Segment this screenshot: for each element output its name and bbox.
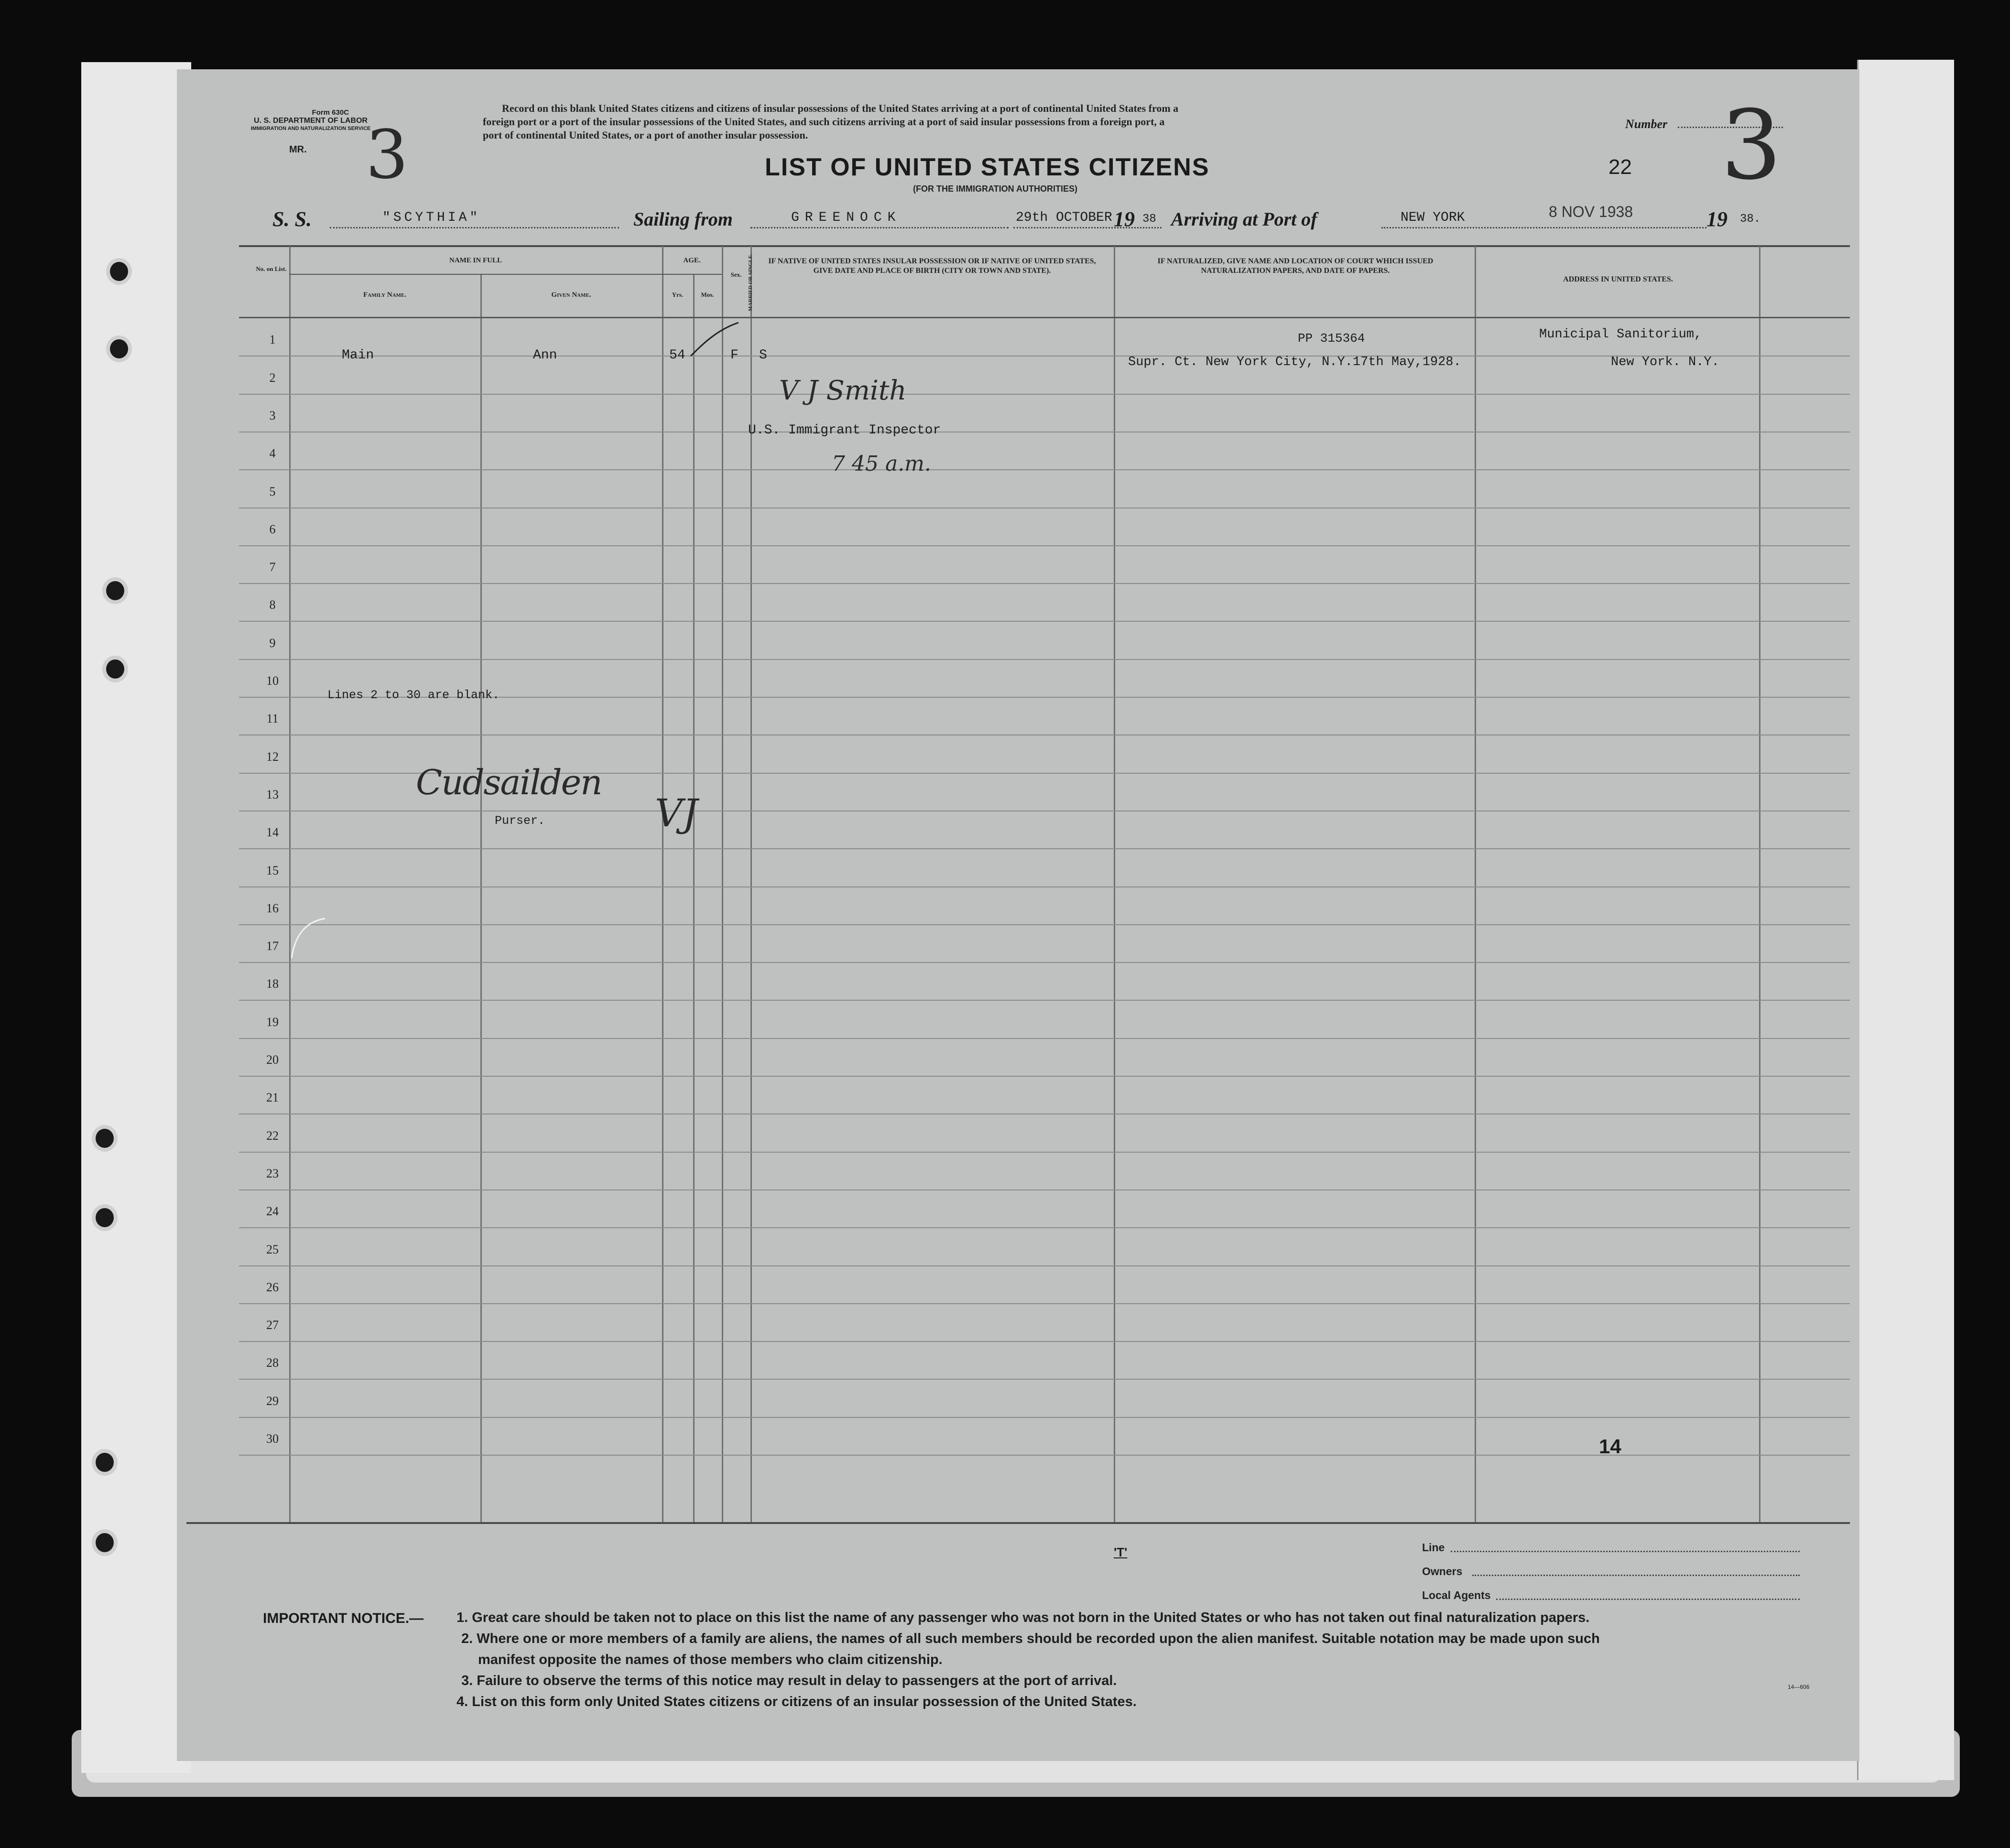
document-subtitle: (FOR THE IMMIGRATION AUTHORITIES) [913,184,1077,194]
row-number: 23 [266,1166,279,1180]
col-line [1114,246,1115,1522]
table-row-rule [239,1038,1850,1039]
col-line [1759,246,1760,1522]
row-number: 1 [269,333,276,347]
binding-hole [96,1129,114,1148]
entry-address-line-1: Municipal Sanitorium, [1539,327,1702,342]
entry-sex: F [730,348,739,363]
inspector-title: U.S. Immigrant Inspector [748,423,941,438]
row-number: 9 [269,636,276,650]
pencil-tick [287,913,330,961]
entry-given-name: Ann [533,348,557,363]
table-row-rule [239,583,1850,584]
entry-naturalization-court: Supr. Ct. New York City, N.Y.17th May,1928. [1128,355,1461,369]
binding-hole [110,262,128,281]
manifest-page [177,69,1859,1761]
ss-label: S. S. [272,207,312,231]
left-binding-strip [81,62,191,1773]
col-header-sex: Sex. [730,271,742,278]
service: IMMIGRATION AND NATURALIZATION SERVICE [250,126,371,131]
mr-handwritten-value: 3 [366,116,409,194]
time-note: 7 45 a.m. [832,452,931,476]
row-number: 8 [269,598,276,612]
row-number: 6 [269,522,276,536]
table-row-rule [239,621,1850,622]
sailing-from-label: Sailing from [633,208,733,230]
number-handwritten-value: 3 [1721,90,1782,201]
initials-mark: VJ [655,791,698,835]
sailing-dotline [750,227,1009,228]
col-line [722,246,723,1522]
col-header-name-in-full: NAME IN FULL [449,257,502,264]
right-paper-edge [1857,60,1954,1780]
row-number: 17 [266,939,279,953]
binding-hole [106,581,124,600]
table-row-rule [239,469,1850,470]
arrival-port: NEW YORK [1401,210,1465,225]
local-agents-dotline [1496,1599,1800,1600]
check-mark [688,320,741,358]
row-number: 10 [266,674,279,688]
line-dotline [1451,1551,1800,1552]
col-header-address: ADDRESS IN UNITED STATES. [1563,275,1673,283]
row-number: 27 [266,1318,279,1332]
table-row-rule [239,394,1850,395]
mr-label: MR. [289,144,307,155]
form-code: 14—606 [1788,1684,1810,1690]
table-row-rule [239,1227,1850,1228]
col-header-native: IF NATIVE OF UNITED STATES INSULAR POSSESSION OR IF NATIVE OF UNITED STATES, GIVE DATE AND PLACE OF BIRTH (CITY OR TOWN AND STATE). [768,257,1096,275]
table-row-rule [239,1000,1850,1001]
blank-lines-note: Lines 2 to 30 are blank. [327,688,500,702]
table-row-rule [239,1189,1850,1190]
table-row-rule [239,1076,1850,1077]
col-header-yrs: Yrs. [672,291,684,298]
col-line [289,246,291,1522]
sailing-date: 29th OCTOBER [1016,210,1112,225]
table-row-rule [239,1341,1850,1342]
binding-hole [110,339,128,358]
table-row-rule [239,1152,1850,1153]
arrival-year-suffix: 38. [1740,213,1761,226]
table-row-rule [239,1265,1850,1266]
binding-hole [96,1533,114,1552]
row-number: 4 [269,446,276,461]
bottom-mark: 14 [1599,1435,1621,1458]
table-row-rule [239,1303,1850,1304]
table-row-rule [239,886,1850,887]
ship-dotline [330,227,619,228]
table-row-rule [239,1379,1850,1380]
col-line [662,246,663,1522]
sailing-year-suffix: 38 [1142,213,1156,226]
row-number: 24 [266,1204,279,1219]
sailing-port: GREENOCK [791,210,902,225]
record-instructions [483,102,1726,142]
department: U. S. DEPARTMENT OF LABOR [254,117,368,125]
record-note-line-3: port of continental United States, or a port of another insular possession. [483,129,808,141]
row-number: 26 [266,1280,279,1294]
ship-name: "SCYTHIA" [382,210,481,225]
form-id-block [239,108,382,133]
entry-address-line-2: New York. N.Y. [1611,355,1719,369]
local-agents-label: Local Agents [1422,1589,1491,1601]
table-row-rule [239,848,1850,849]
row-number: 29 [266,1394,279,1408]
page-number: 22 [1608,155,1632,179]
row-number: 7 [269,560,276,574]
purser-signature: Cudsailden [416,762,602,802]
center-mark: 'T' [1114,1545,1128,1559]
owners-label: Owners [1422,1565,1463,1578]
notice-item-2b: manifest opposite the names of those members who claim citizenship. [478,1652,943,1667]
col-line [693,275,695,1522]
table-row-rule [239,1113,1850,1114]
header-bottom-rule [239,317,1850,318]
row-number: 2 [269,370,276,385]
binding-hole [96,1208,114,1227]
arrival-stamp: 8 NOV 1938 [1549,203,1633,220]
row-number: 22 [266,1128,279,1143]
binding-hole [106,659,124,679]
arrival-dotline [1381,227,1706,228]
table-row-rule [239,545,1850,546]
table-row-rule [239,659,1850,660]
row-number: 19 [266,1015,279,1029]
document-title: LIST OF UNITED STATES CITIZENS [765,153,1210,181]
row-number: 15 [266,863,279,877]
col-header-family-name: Family Name. [363,291,407,299]
col-line [480,275,482,1522]
arrival-year-prefix: 19 [1706,207,1728,231]
row-number: 25 [266,1242,279,1256]
row-number: 3 [269,408,276,422]
table-top-rule [239,245,1850,247]
notice-item-3: 3. Failure to observe the terms of this notice may result in delay to passengers at the port of arrival. [461,1673,1117,1688]
row-number: 11 [266,712,279,726]
table-row-rule [239,1417,1850,1418]
col-header-naturalized: IF NATURALIZED, GIVE NAME AND LOCATION OF COURT WHICH ISSUED NATURALIZATION PAPERS, AND DATE OF PAPERS. [1157,257,1434,275]
table-row-rule [239,962,1850,963]
row-number: 14 [266,825,279,840]
table-bottom-rule [186,1522,1850,1524]
number-label: Number [1625,117,1668,131]
row-number: 21 [266,1091,279,1105]
notice-item-2a: 2. Where one or more members of a family are aliens, the names of all such members should be recorded upon the alien manifest. Suitable notation may be made upon such [461,1631,1600,1646]
notice-item-4: 4. List on this form only United States citizens or citizens of an insular possession of the United States. [456,1694,1137,1709]
row-number: 13 [266,787,279,801]
header-sub-rule [289,274,722,275]
inspector-signature: V J Smith [779,375,907,406]
line-label: Line [1422,1541,1445,1554]
sailing-year-prefix: 19 [1114,207,1135,231]
date-dotline [1013,227,1162,228]
row-number: 5 [269,484,276,498]
form-number: Form 630C [312,108,349,117]
row-number: 16 [266,901,279,915]
col-header-mos: Mos. [701,291,714,298]
notice-title: IMPORTANT NOTICE.— [263,1610,424,1626]
entry-age: 54 [669,348,685,363]
notice-item-1: 1. Great care should be taken not to place on this list the name of any passenger who was not born in the United States or who has not taken out final naturalization papers. [456,1610,1590,1625]
col-header-no: No. on List. [256,265,287,272]
table-row-rule [239,924,1850,925]
owners-dotline [1472,1575,1800,1576]
arriving-label: Arriving at Port of [1171,208,1317,230]
row-number: 28 [266,1356,279,1370]
entry-family-name: Main [342,348,374,363]
row-number: 18 [266,977,279,991]
row-number: 20 [266,1053,279,1067]
col-header-married-single: MARRIED OR SINGLE. [748,253,753,312]
record-note-line-2: foreign port or a port of the insular possessions of the United States, and such citizens arriving at a port of said insular possessions from a foreign port, a [483,116,1165,128]
binding-hole [96,1453,114,1472]
record-note-line-1: Record on this blank United States citizens and citizens of insular possessions of the United States arriving at a port of continental United States from a [502,102,1179,114]
purser-label: Purser. [495,814,545,828]
col-header-given-name: Given Name. [551,291,591,299]
row-number: 30 [266,1432,279,1446]
col-line [1475,246,1476,1522]
col-header-age: AGE. [683,257,701,264]
row-number: 12 [266,749,279,764]
entry-naturalization-number: PP 315364 [1298,331,1365,346]
table-row-rule [239,356,1850,357]
entry-marital: S [759,348,767,363]
